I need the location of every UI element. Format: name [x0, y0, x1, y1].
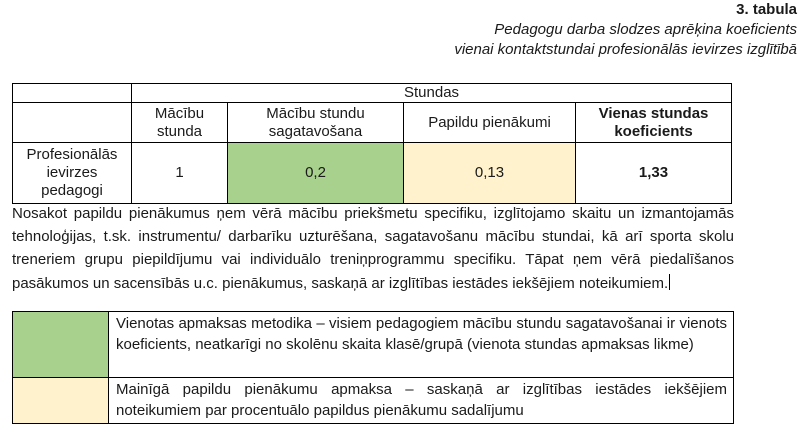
legend-text-cream: Mainīgā papildu pienākumu apmaksa – saskaņā ar izglītības iestādes iekšējiem noteikumiem par procentuālo papildus pienākumu sadalījumu: [109, 378, 734, 424]
legend-swatch-cream: [13, 378, 109, 424]
legend-swatch-green: [13, 312, 109, 378]
legend-text-green: Vienotas apmaksas metodika – visiem pedagogiem mācību stundu sagatavošanai ir vienots koeficients, neatkarīgi no skolēnu skaita klasē/grupā (vienota stundas apmaksas likme): [109, 312, 734, 378]
empty-row-header: [13, 103, 132, 143]
cell-macibu-stunda: 1: [132, 143, 228, 204]
text-cursor: [669, 274, 670, 290]
col-header-macibu-stunda: Mācību stunda: [132, 103, 228, 143]
body-paragraph: [12, 202, 734, 295]
empty-corner: [13, 84, 132, 103]
table-title-line-2: vienai kontaktstundai profesionālās ievirzes izglītībā: [454, 41, 797, 58]
coefficient-table: [12, 83, 732, 204]
group-header-stundas: Stundas: [132, 84, 732, 103]
cell-koeficients: 1,33: [576, 143, 732, 204]
col-header-papildu-pienakumi: Papildu pienākumi: [404, 103, 576, 143]
paragraph-text: Nosakot papildu pienākumus ņem vērā mācību priekšmetu specifiku, izglītojamo skaitu un izmantojamās tehnoloģijas, t.sk. instrumentu/ darbarīku uzturēšana, sagatavošanu mācību stundai, kā arī sporta skolu treneriem grupu piepildījumu vai individuālo treniņprogrammu specifiku. Tāpat ņem vērā piedalīšanos pasākumos un sacensībās u.c. pienākumus, saskaņā ar izglītības iestādes iekšējiem noteikumiem.: [12, 205, 734, 292]
col-header-sagatavosana: Mācību stundu sagatavošana: [228, 103, 404, 143]
col-header-koeficients: Vienas stundas koeficients: [576, 103, 732, 143]
cell-papildu-pienakumi: 0,13: [404, 143, 576, 204]
legend-table: [12, 311, 734, 424]
cell-sagatavosana: 0,2: [228, 143, 404, 204]
table-number: 3. tabula: [736, 1, 797, 18]
row-label: Profesionālās ievirzes pedagogi: [13, 143, 132, 204]
table-title-line-1: Pedagogu darba slodzes aprēķina koeficients: [494, 21, 797, 38]
